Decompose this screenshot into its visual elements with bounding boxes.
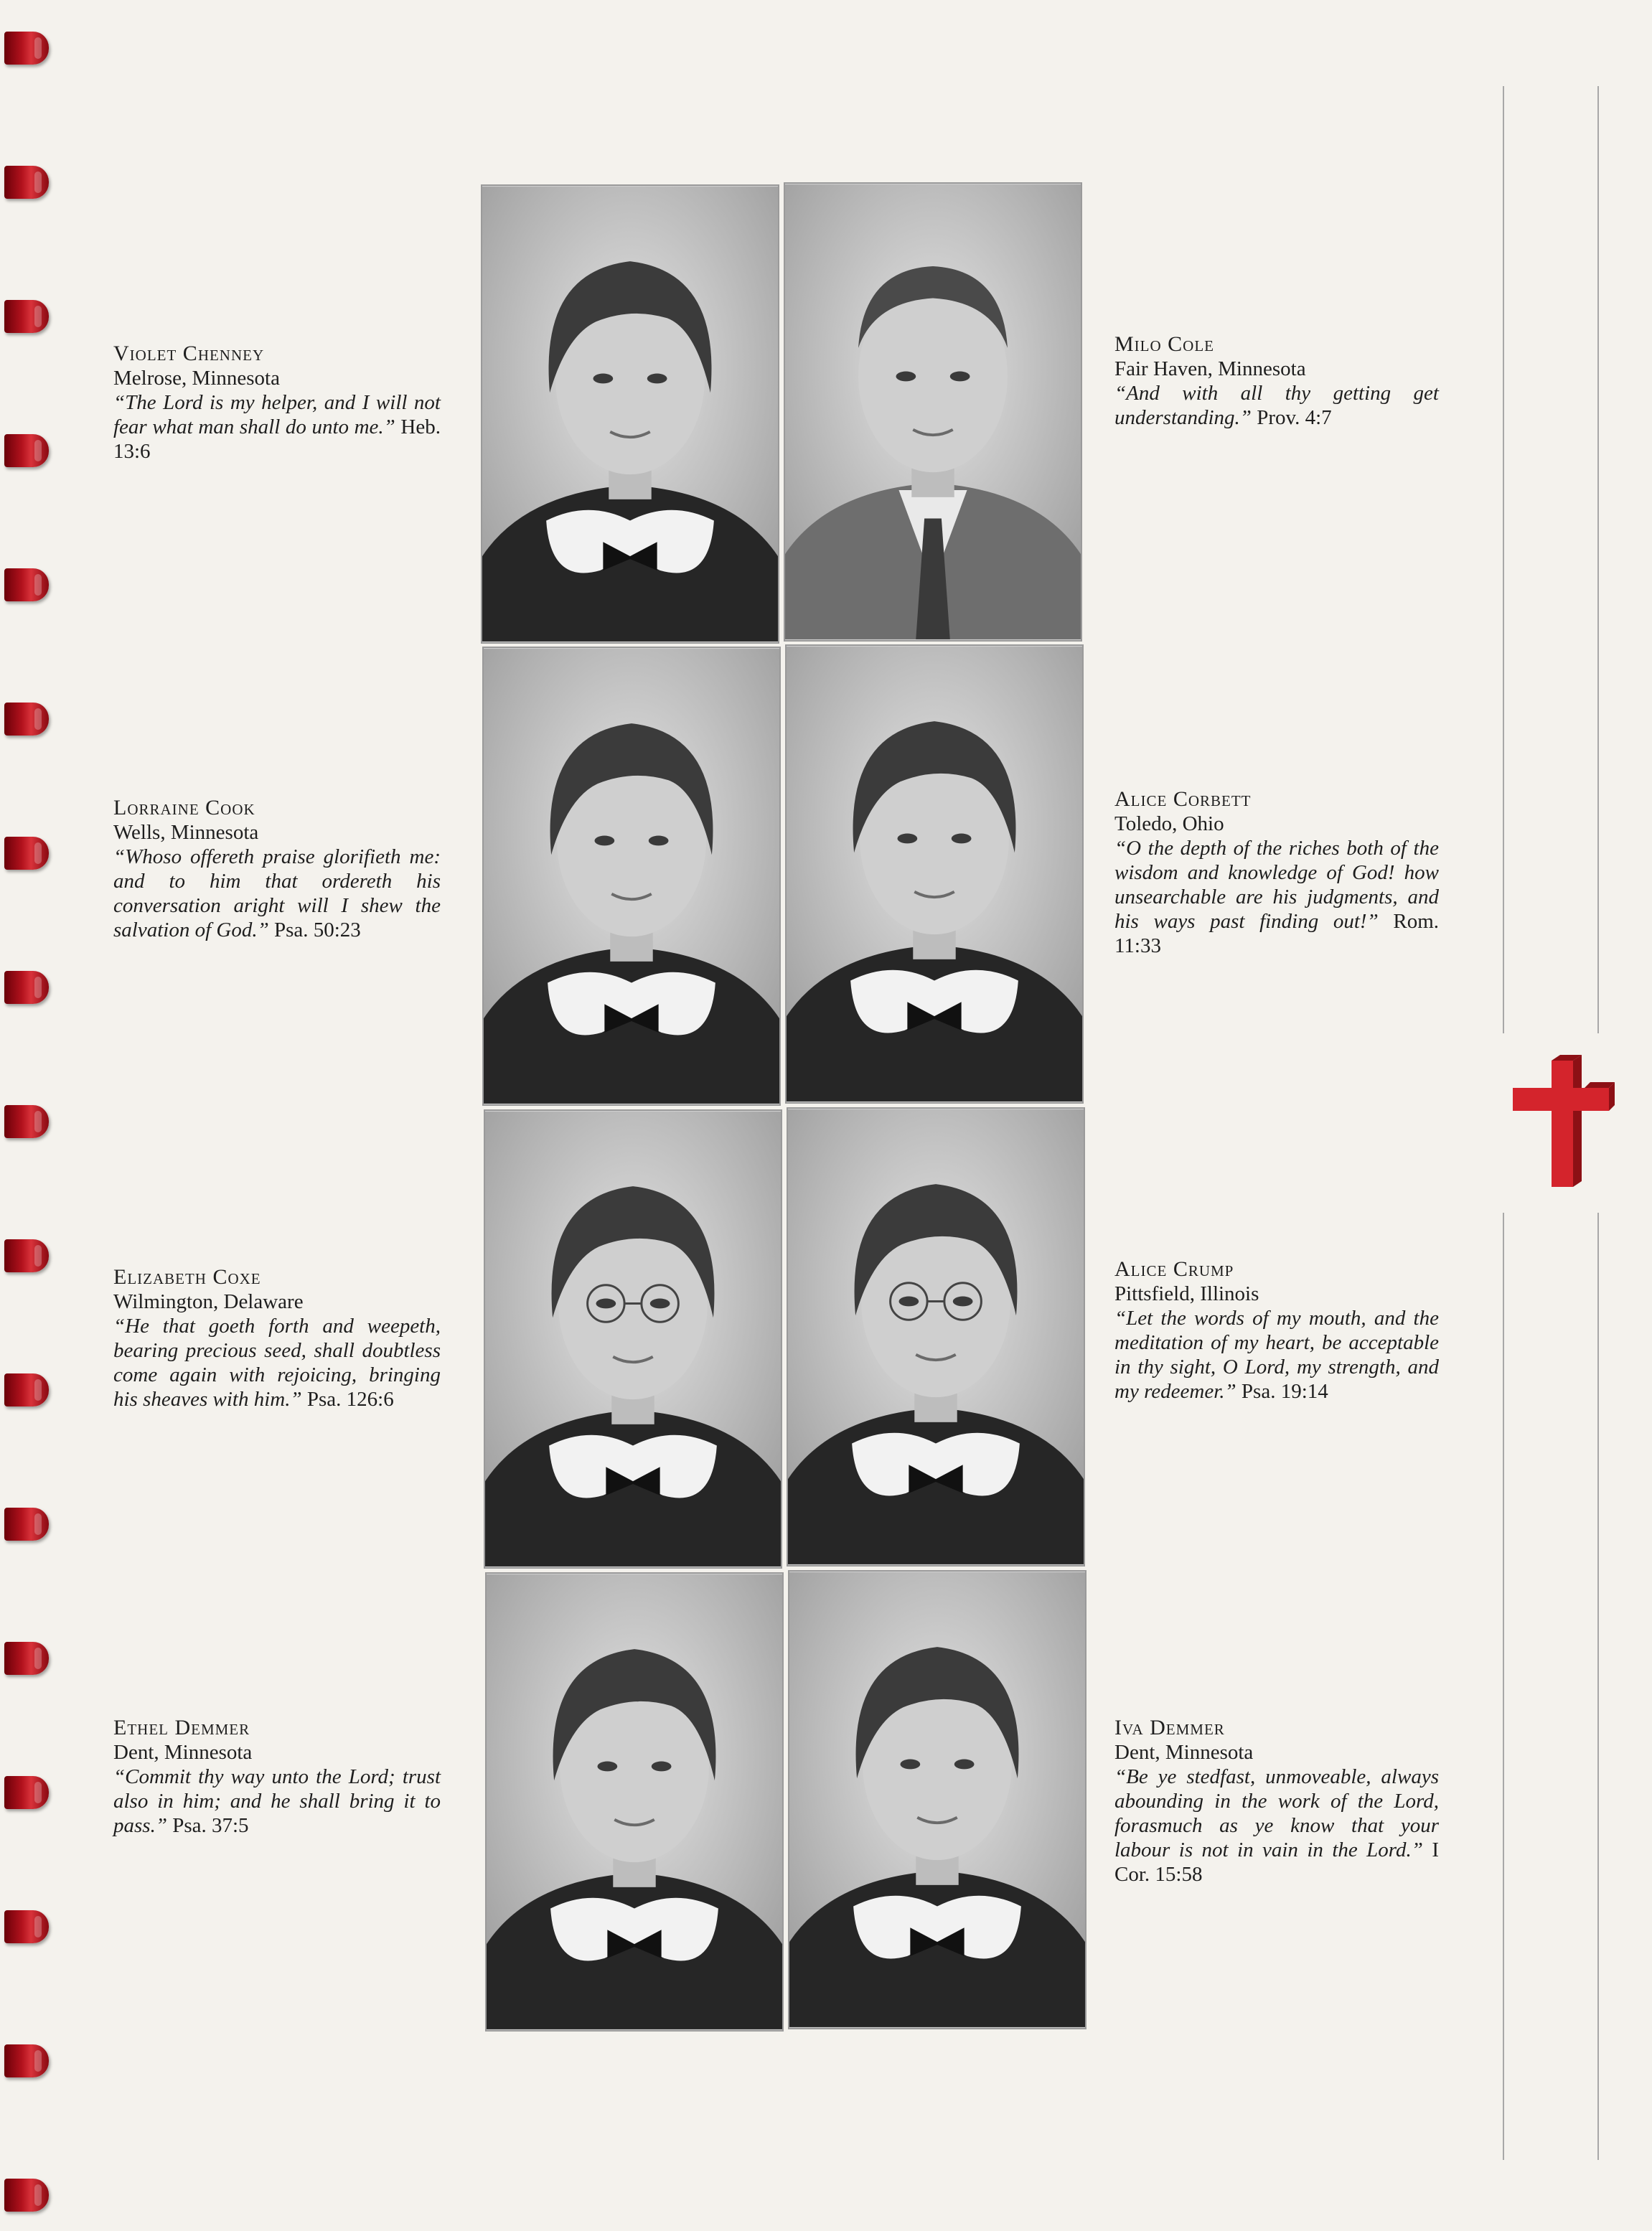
binding-coil xyxy=(4,300,49,333)
binding-coil xyxy=(4,1776,49,1809)
student-hometown: Dent, Minnesota xyxy=(1114,1741,1254,1764)
student-hometown: Wilmington, Delaware xyxy=(113,1290,304,1313)
binding-coil xyxy=(4,1642,49,1675)
portrait-photo xyxy=(484,1109,782,1569)
binding-coil xyxy=(4,434,49,467)
student-hometown: Wells, Minnesota xyxy=(113,821,259,844)
student-name: Alice Crump xyxy=(1114,1257,1234,1281)
binding-coil xyxy=(4,1239,49,1272)
student-name: Ethel Demmer xyxy=(113,1716,250,1739)
student-quote: “He that goeth forth and weepeth, bearing precious seed, shall doubtless come again with rejoicing, bringing his sheaves with him.” Psa. 126:6 xyxy=(113,1315,441,1411)
student-caption xyxy=(1114,787,1439,958)
decorative-rule xyxy=(1503,1213,1504,2160)
portrait-photo xyxy=(485,1572,784,2032)
portrait-photo xyxy=(788,1570,1087,2029)
portrait-photo xyxy=(481,184,779,644)
scripture-reference: Psa. 50:23 xyxy=(273,919,361,941)
student-quote: “Whoso offereth praise glorifieth me: and to him that ordereth his conversation aright will I shew the salvation of God.” Psa. 50:23 xyxy=(113,845,441,941)
scripture-reference: I Cor. 15:58 xyxy=(1114,1838,1440,1886)
student-hometown: Melrose, Minnesota xyxy=(113,367,280,390)
decorative-rule xyxy=(1597,1213,1599,2160)
student-caption xyxy=(113,796,441,942)
portrait-photo xyxy=(785,644,1084,1104)
scripture-reference: Rom. 11:33 xyxy=(1114,910,1440,957)
binding-coil xyxy=(4,32,49,65)
portrait-photo xyxy=(787,1107,1085,1567)
binding-coil xyxy=(4,971,49,1004)
decorative-rule xyxy=(1597,86,1599,1033)
binding-coil xyxy=(4,568,49,601)
student-hometown: Pittsfield, Illinois xyxy=(1114,1282,1259,1305)
scripture-reference: Psa. 19:14 xyxy=(1241,1380,1328,1403)
scripture-reference: Prov. 4:7 xyxy=(1257,406,1332,429)
student-hometown: Toledo, Ohio xyxy=(1114,812,1224,835)
binding-coil xyxy=(4,1910,49,1943)
student-quote: “Let the words of my mouth, and the meditation of my heart, be acceptable in thy sight, O Lord, my strength, and my redeemer.” Psa. 19:14 xyxy=(1114,1307,1439,1403)
student-caption xyxy=(1114,332,1439,430)
binding-coil xyxy=(4,703,49,736)
student-hometown: Fair Haven, Minnesota xyxy=(1114,357,1306,380)
binding-coil xyxy=(4,2179,49,2212)
portrait-photo xyxy=(482,647,781,1106)
student-quote: “O the depth of the riches both of the wisdom and knowledge of God! how unsearchable are his judgments, and his ways past finding out!” Rom. 11:33 xyxy=(1114,837,1440,957)
student-name: Violet Chenney xyxy=(113,342,265,365)
student-caption xyxy=(113,342,441,464)
decorative-rule xyxy=(1503,86,1504,1033)
binding-coil xyxy=(4,837,49,870)
student-quote: “The Lord is my helper, and I will not fear what man shall do unto me.” Heb. 13:6 xyxy=(113,391,441,463)
student-caption xyxy=(1114,1716,1439,1887)
binding-coil xyxy=(4,1105,49,1138)
student-name: Alice Corbett xyxy=(1114,787,1252,811)
binding-coil xyxy=(4,166,49,199)
student-name: Elizabeth Coxe xyxy=(113,1265,261,1289)
student-quote: “And with all thy getting get understanding.” Prov. 4:7 xyxy=(1114,382,1439,429)
student-caption xyxy=(113,1265,441,1412)
student-quote: “Be ye stedfast, unmoveable, always abounding in the work of the Lord, forasmuch as ye know that your labour is not in vain in the Lord.” I Cor. 15:58 xyxy=(1114,1765,1440,1886)
binding-coil xyxy=(4,1373,49,1406)
spiral-binding xyxy=(0,0,65,2231)
student-caption xyxy=(113,1716,441,1838)
binding-coil xyxy=(4,1508,49,1541)
scripture-reference: Heb. 13:6 xyxy=(113,415,441,463)
cross-icon xyxy=(1507,1053,1615,1190)
binding-coil xyxy=(4,2044,49,2077)
student-name: Milo Cole xyxy=(1114,332,1214,356)
student-caption xyxy=(1114,1257,1439,1404)
student-quote: “Commit thy way unto the Lord; trust also in him; and he shall bring it to pass.” Psa. 37:5 xyxy=(113,1765,441,1837)
student-name: Iva Demmer xyxy=(1114,1716,1225,1739)
portrait-photo xyxy=(784,182,1082,642)
student-hometown: Dent, Minnesota xyxy=(113,1741,253,1764)
scripture-reference: Psa. 37:5 xyxy=(172,1814,249,1837)
scripture-reference: Psa. 126:6 xyxy=(306,1388,394,1411)
student-name: Lorraine Cook xyxy=(113,796,255,819)
